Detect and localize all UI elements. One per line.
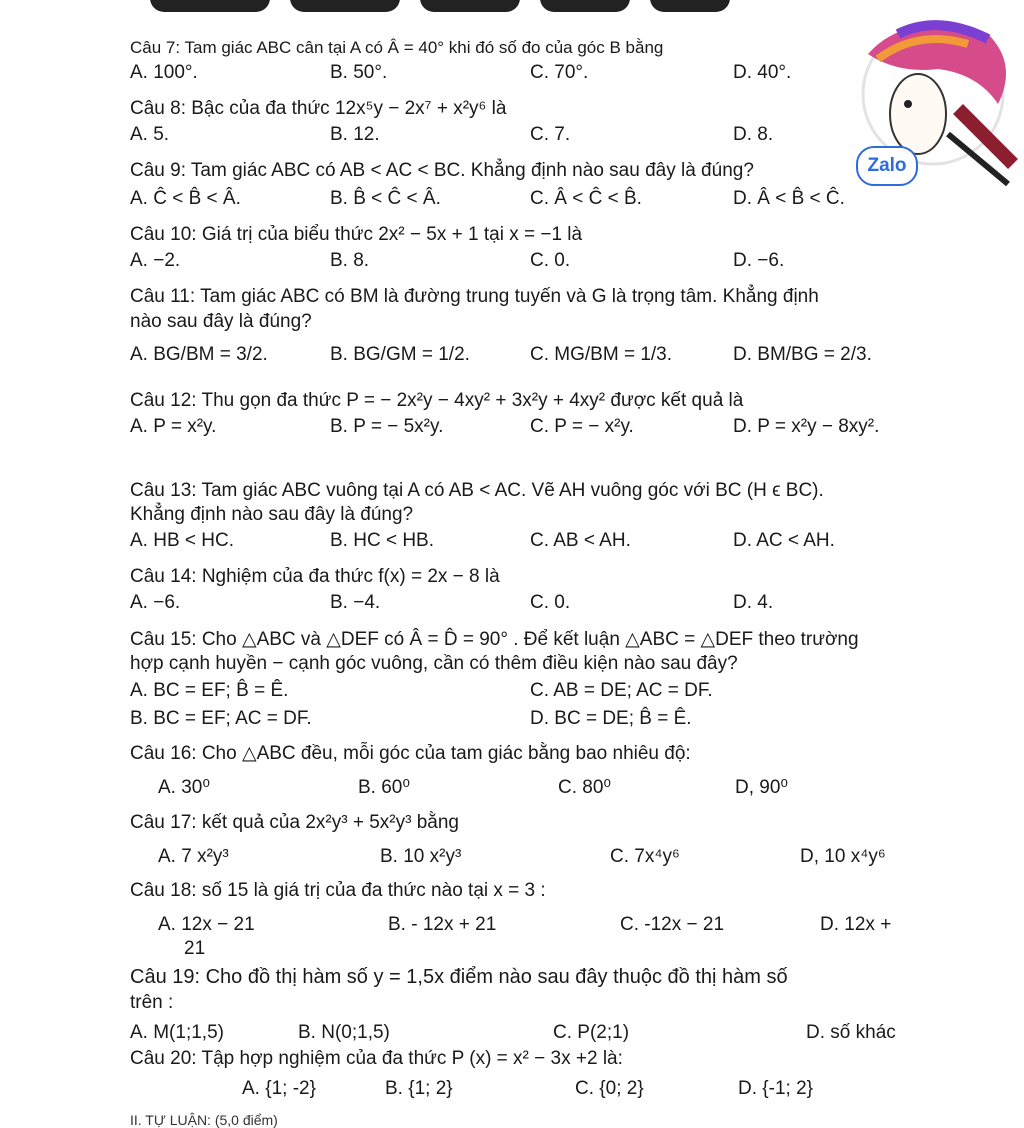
q12-option-d: D. P = x²y − 8xy². bbox=[733, 416, 880, 437]
q10-option-d: D. −6. bbox=[733, 250, 785, 271]
q17-option-c: C. 7x⁴y⁶ bbox=[610, 846, 680, 867]
q10-option-a: A. −2. bbox=[130, 250, 181, 271]
q9-option-b: B. B̂ < Ĉ < Â. bbox=[330, 188, 441, 209]
q16-option-b: B. 60⁰ bbox=[358, 777, 410, 798]
q17-stem: Câu 17: kết quả của 2x²y³ + 5x²y³ bằng bbox=[130, 812, 459, 833]
q19-option-d: D. số khác bbox=[806, 1022, 896, 1043]
q9-stem: Câu 9: Tam giác ABC có AB < AC < BC. Khẳng định nào sau đây là đúng? bbox=[130, 160, 754, 181]
q9-option-d: D. Â < B̂ < Ĉ. bbox=[733, 188, 845, 209]
q18-option-a-cont: 21 bbox=[184, 938, 206, 959]
q13-stem-line2: Khẳng định nào sau đây là đúng? bbox=[130, 504, 414, 525]
q15-stem-line1: Câu 15: Cho △ABC và △DEF có Â = D̂ = 90° . Để kết luận △ABC = △DEF theo trường bbox=[130, 629, 859, 650]
q7-option-d: D. 40°. bbox=[733, 62, 792, 83]
q11-stem-line1: Câu 11: Tam giác ABC có BM là đường trung tuyến và G là trọng tâm. Khẳng định bbox=[130, 286, 819, 307]
q9-option-a: A. Ĉ < B̂ < Â. bbox=[130, 188, 241, 209]
q20-option-a: A. {1; -2} bbox=[242, 1078, 316, 1099]
q13-stem-line1: Câu 13: Tam giác ABC vuông tại A có AB < AC. Vẽ AH vuông góc với BC (H ϵ BC). bbox=[130, 480, 824, 501]
q15-stem-line2: hợp cạnh huyền − cạnh góc vuông, cần có thêm điều kiện nào sau đây? bbox=[130, 653, 738, 674]
q19-option-c: C. P(2;1) bbox=[553, 1022, 630, 1043]
q14-option-b: B. −4. bbox=[330, 592, 381, 613]
q10-option-b: B. 8. bbox=[330, 250, 370, 271]
q11-option-c: C. MG/BM = 1/3. bbox=[530, 344, 673, 365]
q13-option-c: C. AB < AH. bbox=[530, 530, 631, 551]
q20-option-b: B. {1; 2} bbox=[385, 1078, 453, 1099]
q18-option-a: A. 12x − 21 bbox=[158, 914, 255, 935]
q7-option-a: A. 100°. bbox=[130, 62, 198, 83]
q11-stem-line2: nào sau đây là đúng? bbox=[130, 311, 312, 332]
q14-option-a: A. −6. bbox=[130, 592, 181, 613]
q11-option-d: D. BM/BG = 2/3. bbox=[733, 344, 872, 365]
q9-option-c: C. Â < Ĉ < B̂. bbox=[530, 188, 642, 209]
q12-option-b: B. P = − 5x²y. bbox=[330, 416, 444, 437]
q12-stem: Câu 12: Thu gọn đa thức P = − 2x²y − 4xy² + 3x²y + 4xy² được kết quả là bbox=[130, 390, 744, 411]
zalo-badge: Zalo bbox=[856, 146, 918, 186]
q8-option-c: C. 7. bbox=[530, 124, 571, 145]
section-footer-cut: II. TỰ LUẬN: (5,0 điểm) bbox=[130, 1112, 278, 1128]
q14-option-d: D. 4. bbox=[733, 592, 774, 613]
q18-option-c: C. -12x − 21 bbox=[620, 914, 725, 935]
q7-option-b: B. 50°. bbox=[330, 62, 388, 83]
q20-option-d: D. {-1; 2} bbox=[738, 1078, 813, 1099]
q19-option-a: A. M(1;1,5) bbox=[130, 1022, 224, 1043]
q16-option-c: C. 80⁰ bbox=[558, 777, 612, 798]
q14-option-c: C. 0. bbox=[530, 592, 571, 613]
q17-option-d: D, 10 x⁴y⁶ bbox=[800, 846, 886, 867]
q13-option-b: B. HC < HB. bbox=[330, 530, 434, 551]
q19-stem-line1: Câu 19: Cho đồ thị hàm số y = 1,5x điểm nào sau đây thuộc đồ thị hàm số bbox=[130, 966, 788, 988]
q15-option-b: B. BC = EF; AC = DF. bbox=[130, 708, 312, 729]
q17-option-b: B. 10 x²y³ bbox=[380, 846, 462, 867]
q16-option-d: D, 90⁰ bbox=[735, 777, 789, 798]
q8-option-b: B. 12. bbox=[330, 124, 380, 145]
q19-option-b: B. N(0;1,5) bbox=[298, 1022, 390, 1043]
q7-stem: Câu 7: Tam giác ABC cân tại A có Â = 40° khi đó số đo của góc B bằng bbox=[130, 38, 664, 57]
q18-option-b: B. - 12x + 21 bbox=[388, 914, 497, 935]
q7-option-c: C. 70°. bbox=[530, 62, 589, 83]
q8-stem: Câu 8: Bậc của đa thức 12x⁵y − 2x⁷ + x²y⁶ là bbox=[130, 98, 507, 119]
q18-stem: Câu 18: số 15 là giá trị của đa thức nào tại x = 3 : bbox=[130, 880, 546, 901]
q12-option-c: C. P = − x²y. bbox=[530, 416, 634, 437]
q11-option-a: A. BG/BM = 3/2. bbox=[130, 344, 268, 365]
q13-option-d: D. AC < AH. bbox=[733, 530, 835, 551]
q10-stem: Câu 10: Giá trị của biểu thức 2x² − 5x + 1 tại x = −1 là bbox=[130, 224, 583, 245]
q17-option-a: A. 7 x²y³ bbox=[158, 846, 229, 867]
q12-option-a: A. P = x²y. bbox=[130, 416, 217, 437]
q8-option-a: A. 5. bbox=[130, 124, 170, 145]
q15-option-d: D. BC = DE; B̂ = Ê. bbox=[530, 708, 692, 729]
q20-option-c: C. {0; 2} bbox=[575, 1078, 644, 1099]
q15-option-a: A. BC = EF; B̂ = Ê. bbox=[130, 680, 289, 701]
q20-stem: Câu 20: Tập hợp nghiệm của đa thức P (x) = x² − 3x +2 là: bbox=[130, 1048, 623, 1069]
q14-stem: Câu 14: Nghiệm của đa thức f(x) = 2x − 8 là bbox=[130, 566, 500, 587]
q15-option-c: C. AB = DE; AC = DF. bbox=[530, 680, 713, 701]
q10-option-c: C. 0. bbox=[530, 250, 571, 271]
q16-option-a: A. 30⁰ bbox=[158, 777, 210, 798]
q16-stem: Câu 16: Cho △ABC đều, mỗi góc của tam giác bằng bao nhiêu độ: bbox=[130, 743, 691, 764]
q13-option-a: A. HB < HC. bbox=[130, 530, 234, 551]
q8-option-d: D. 8. bbox=[733, 124, 774, 145]
q18-option-d: D. 12x + bbox=[820, 914, 892, 935]
q19-stem-line2: trên : bbox=[130, 992, 174, 1013]
q11-option-b: B. BG/GM = 1/2. bbox=[330, 344, 470, 365]
